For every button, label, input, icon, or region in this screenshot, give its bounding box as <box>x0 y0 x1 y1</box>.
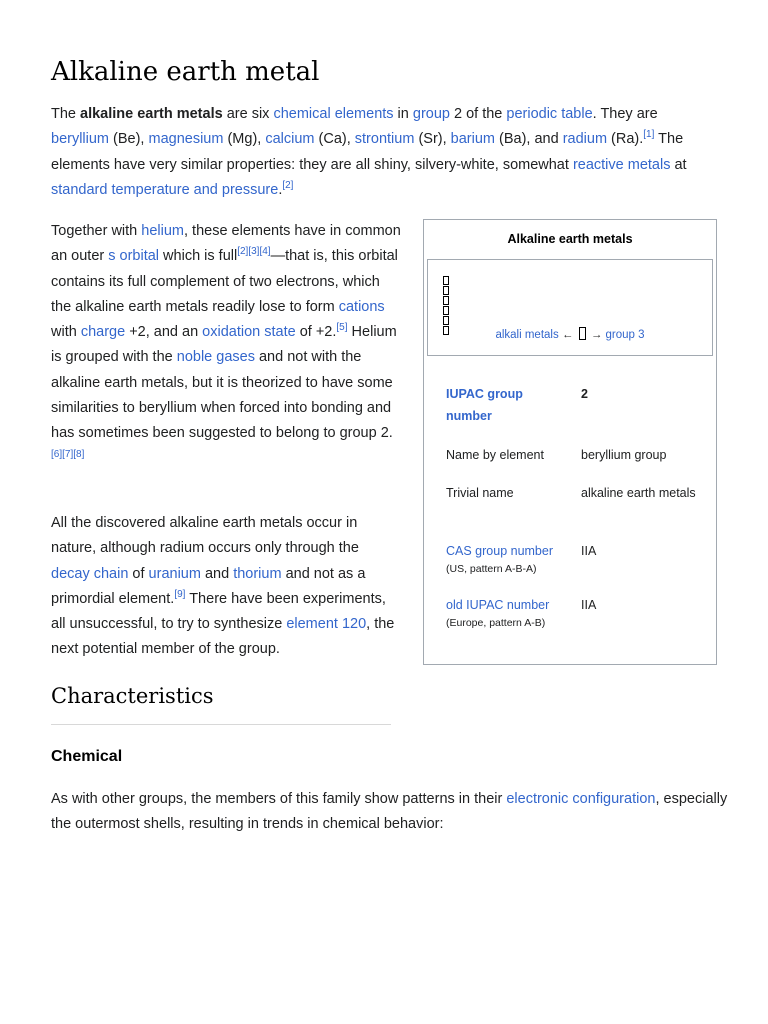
link-charge[interactable]: charge <box>80 324 126 341</box>
reference-5[interactable]: [5] <box>336 322 348 334</box>
infobox-label: Name by element <box>446 448 544 462</box>
periodic-table-navigator <box>427 259 713 356</box>
link-element-120[interactable]: element 120 <box>286 616 367 633</box>
link-electronic-configuration[interactable]: electronic configuration <box>506 791 656 807</box>
infobox-value: 2 <box>581 387 588 401</box>
intro-paragraph-1: The alkaline earth metals are six chemical elements in group 2 of the periodic table. They are beryllium (Be), magnesium (Mg), calcium (Ca), strontium (Sr), barium (Ba), and radium (Ra).[1] The elements have very similar properties: they are all shiny, silvery-white, somewhat reactive metals at standard temperature and pressure.[2] <box>51 106 687 198</box>
link-group[interactable]: group <box>412 106 450 122</box>
infobox-value: IIA <box>581 544 597 558</box>
link-group-3[interactable]: group 3 <box>605 329 645 341</box>
reference-2-3-4[interactable]: [2][3][4] <box>237 246 271 258</box>
subsection-heading-chemical: Chemical <box>51 748 123 765</box>
link-strontium[interactable]: strontium <box>354 131 415 148</box>
missing-glyph-icon <box>443 306 449 315</box>
link-calcium[interactable]: calcium <box>265 131 315 148</box>
link-barium[interactable]: barium <box>450 131 495 148</box>
infobox-value: alkaline earth metals <box>581 486 696 500</box>
reference-9[interactable]: [9] <box>174 588 186 600</box>
infobox-value: beryllium group <box>581 448 667 462</box>
infobox-label <box>446 540 571 576</box>
section-heading-characteristics: Characteristics <box>51 680 391 725</box>
group-navigation <box>428 327 712 343</box>
link-iupac-group-number[interactable]: IUPAC group number <box>446 387 523 423</box>
left-arrow-icon: ← <box>561 329 574 341</box>
link-oxidation-state[interactable]: oxidation state <box>202 324 296 341</box>
reference-6-7-8[interactable]: [6][7][8] <box>51 448 85 460</box>
infobox-caption: Alkaline earth metals <box>507 232 633 246</box>
link-old-iupac-number[interactable]: old IUPAC number <box>446 598 550 612</box>
link-alkali-metals[interactable]: alkali metals <box>495 329 559 341</box>
link-periodic-table[interactable]: periodic table <box>506 106 593 122</box>
infobox-value: IIA <box>581 598 597 612</box>
reference-1[interactable]: [1] <box>643 129 655 141</box>
missing-glyph-icon <box>443 316 449 325</box>
link-noble-gases[interactable]: noble gases <box>176 349 255 366</box>
link-beryllium[interactable]: beryllium <box>51 131 110 148</box>
missing-glyph-icon <box>443 286 449 295</box>
missing-glyph-icon <box>443 296 449 305</box>
intro-paragraph-3: All the discovered alkaline earth metals occur in nature, although radium occurs only through the decay chain of uranium and thorium and not as a primordial element.[9] There have been experiments, all unsuccessful, to try to synthesize element 120, the next potential member of the group. <box>51 515 395 658</box>
link-uranium[interactable]: uranium <box>148 565 201 582</box>
link-cations[interactable]: cations <box>338 298 385 315</box>
infobox-label <box>446 594 571 630</box>
link-helium[interactable]: helium <box>141 223 184 239</box>
right-arrow-icon: → <box>590 329 603 341</box>
link-standard-temperature-pressure[interactable]: standard temperature and pressure <box>51 181 279 198</box>
link-thorium[interactable]: thorium <box>233 565 282 582</box>
link-decay-chain[interactable]: decay chain <box>51 565 129 582</box>
infobox <box>423 219 717 665</box>
infobox-note: (US, pattern A-B-A) <box>446 563 537 575</box>
intro-paragraph-2: Together with helium, these elements have in common an outer s orbital which is full[2][3][4]—that is, this orbital contains its full complement of two electrons, which the alkaline earth metals readily lose to form cations with charge +2, and an oxidation state of +2.[5] Helium is grouped with the noble gases and not with the alkaline earth metals, but it is theorized to have some similarities to beryllium when forced into bonding and has sometimes been suggested to belong to group 2.[6][7][8] <box>51 223 401 460</box>
infobox-note: (Europe, pattern A-B) <box>446 617 546 629</box>
link-radium[interactable]: radium <box>562 131 608 148</box>
bold-term: alkaline earth metals <box>80 106 223 122</box>
link-cas-group-number[interactable]: CAS group number <box>446 544 554 558</box>
link-reactive-metals[interactable]: reactive metals <box>572 156 671 173</box>
link-chemical-elements[interactable]: chemical elements <box>273 106 394 122</box>
reference-2[interactable]: [2] <box>282 179 294 191</box>
infobox-label: Trivial name <box>446 486 514 500</box>
chemical-paragraph: As with other groups, the members of this family show patterns in their electronic configuration, especially the outermost shells, resulting in trends in chemical behavior: <box>51 791 728 833</box>
link-s-orbital[interactable]: s orbital <box>108 248 160 265</box>
missing-glyph-icon <box>443 276 449 285</box>
link-magnesium[interactable]: magnesium <box>148 131 224 148</box>
page-title: Alkaline earth metal <box>51 57 320 87</box>
missing-glyph-icon <box>579 327 586 340</box>
